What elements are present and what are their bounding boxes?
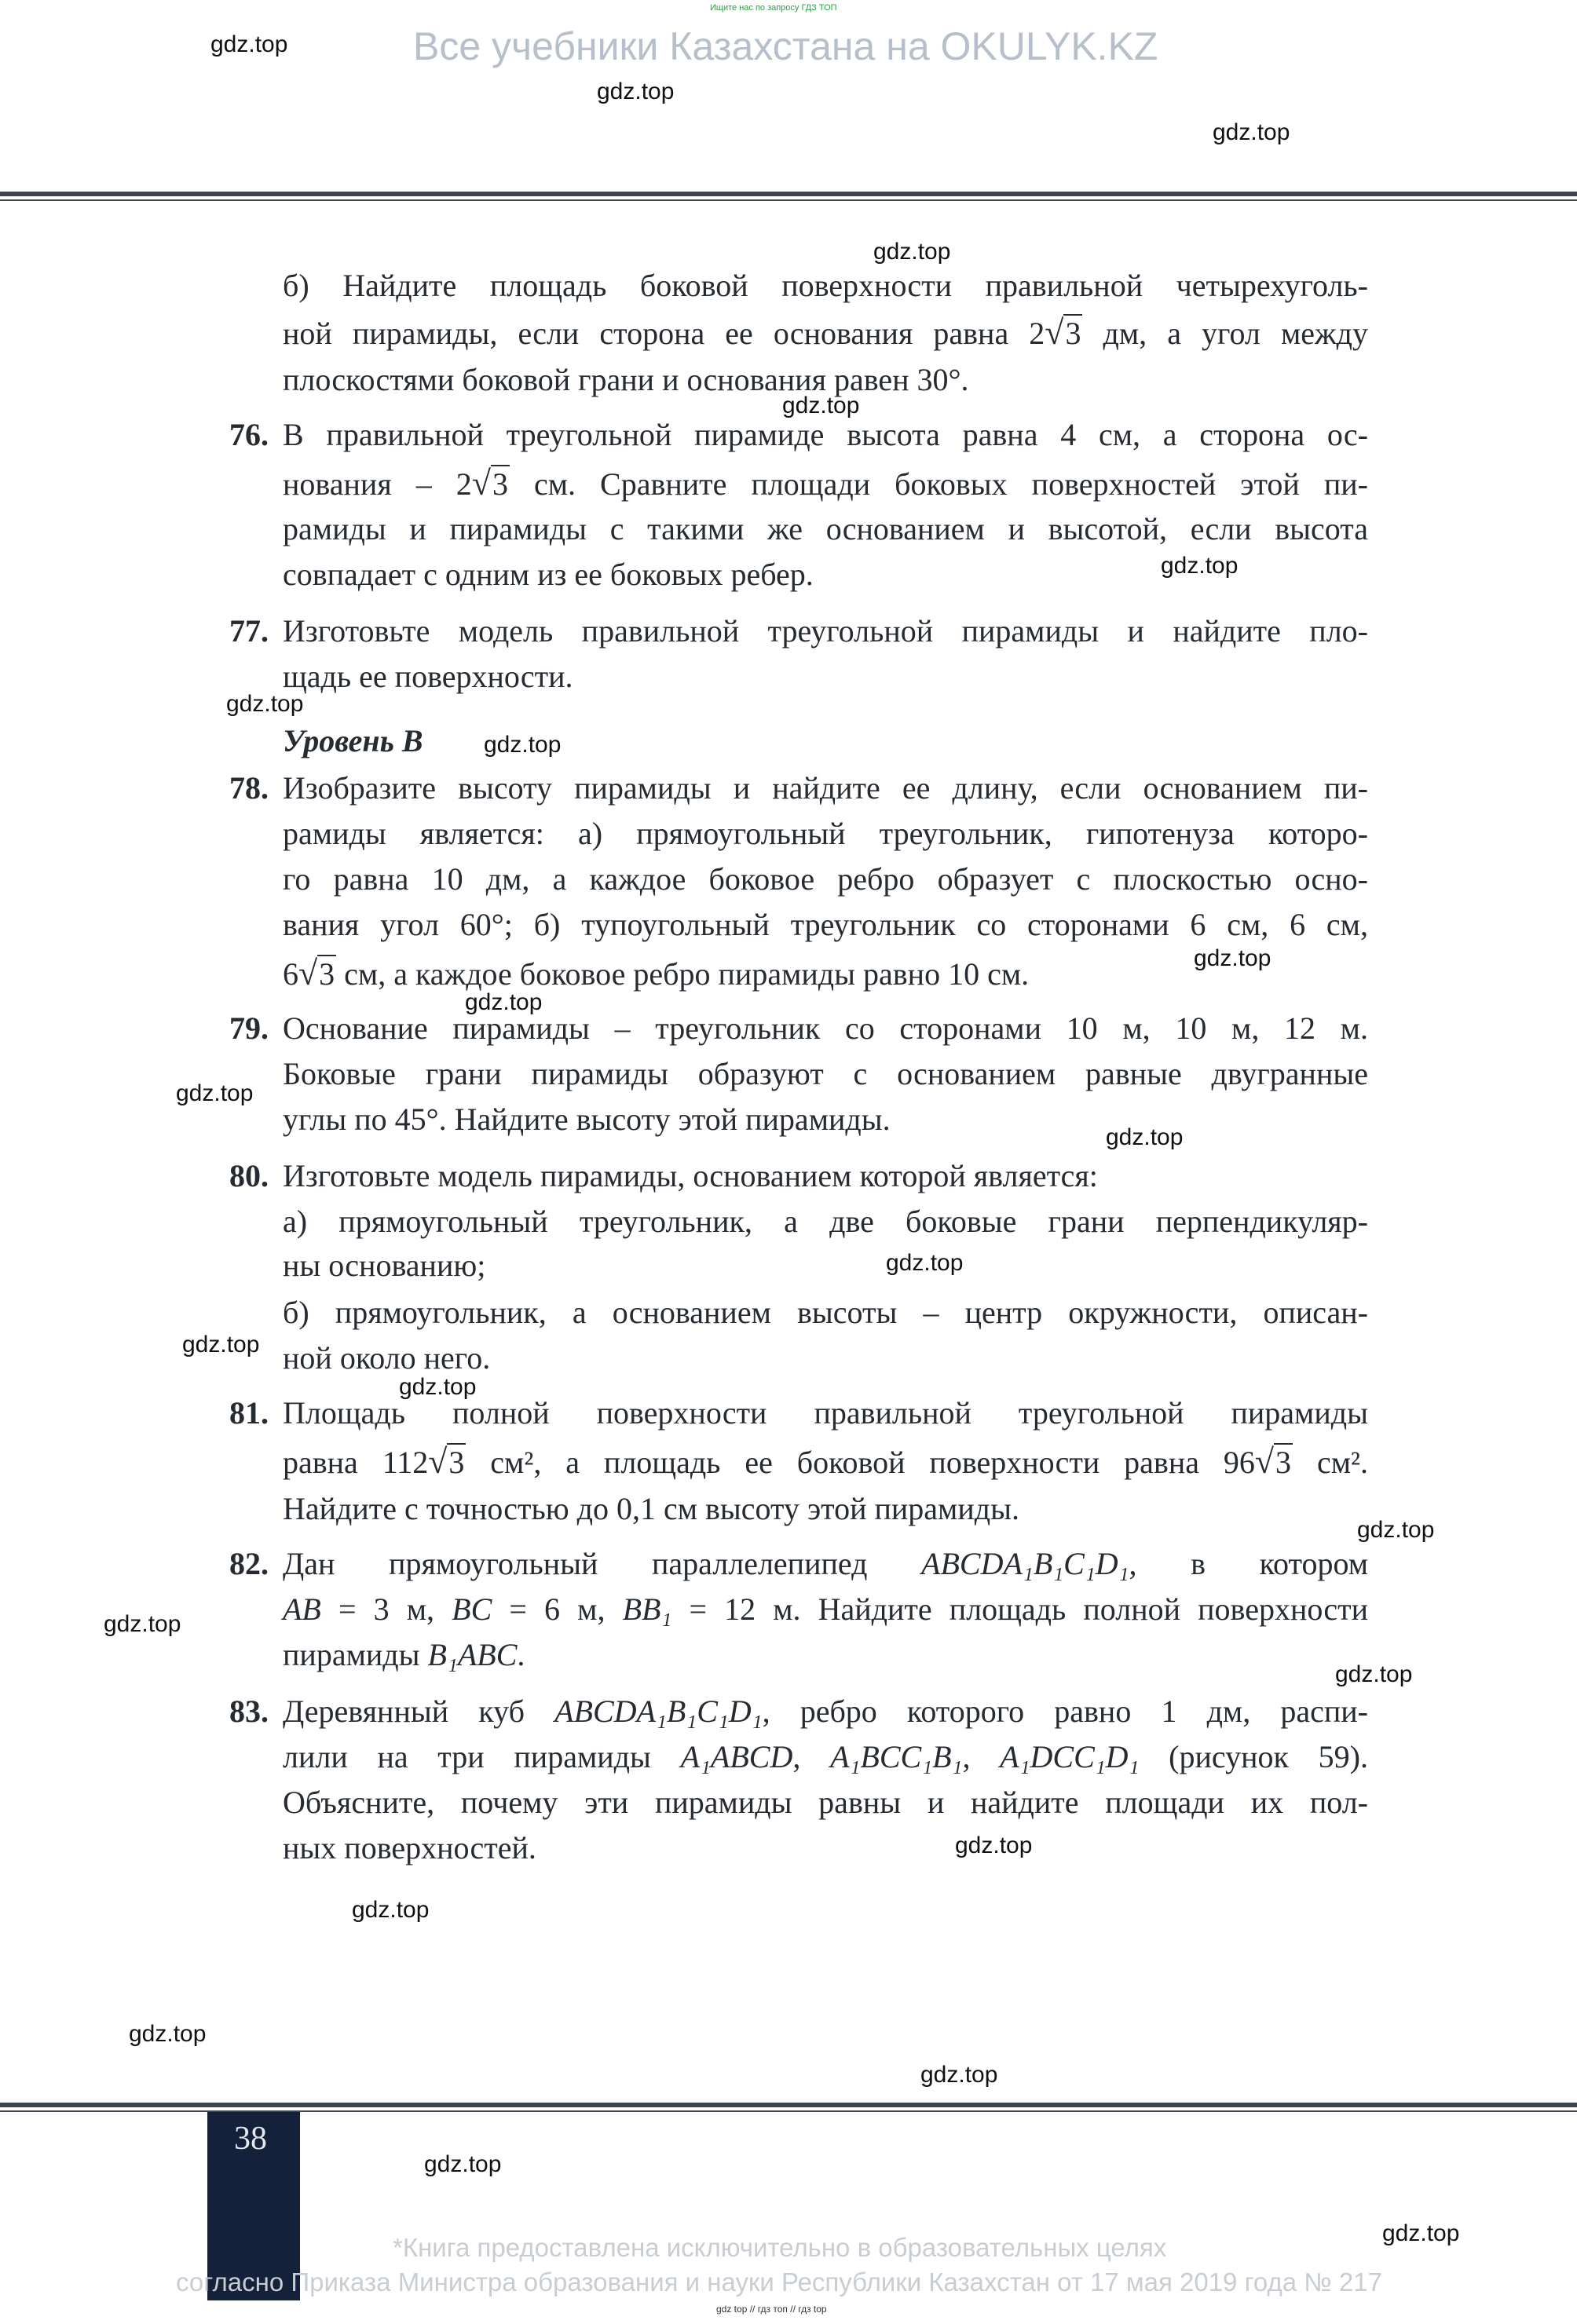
text-line: а) прямоугольный треугольник, а две боковые грани перпендикуляр- bbox=[283, 1204, 1368, 1239]
text-line: 6√3 см, а каждое боковое ребро пирамиды равно 10 см. bbox=[283, 954, 1030, 992]
text-line: AB = 3 м, BC = 6 м, BB₁ = 12 м. Найдите площадь полной поверхности bbox=[283, 1591, 1368, 1627]
sqrt-expression: √3 bbox=[1254, 1442, 1292, 1481]
sqrt-expression: √3 bbox=[428, 1442, 465, 1481]
text-line: рамиды и пирамиды с такими же основанием и высотой, если высота bbox=[283, 511, 1368, 546]
watermark: gdz.top bbox=[1213, 119, 1290, 145]
watermark: gdz.top bbox=[226, 691, 304, 717]
problem-83: 83. Деревянный куб ABCDA₁B₁C₁D₁, ребро которого равно 1 дм, распи- bbox=[283, 1690, 1368, 1734]
watermark: gdz.top bbox=[424, 2151, 502, 2177]
level-heading: Уровень B bbox=[283, 723, 423, 758]
page-number: 38 bbox=[234, 2121, 267, 2157]
watermark: gdz.top bbox=[1161, 553, 1239, 579]
watermark: gdz.top bbox=[1335, 1661, 1413, 1687]
text-line: щадь ее поверхности. bbox=[283, 659, 573, 694]
watermark: gdz.top bbox=[465, 989, 543, 1015]
watermark: gdz.top bbox=[352, 1897, 430, 1923]
watermark: gdz.top bbox=[920, 2062, 998, 2088]
problem-number: 78. bbox=[229, 770, 269, 806]
footer-disclaimer: *Книга предоставлена исключительно в образовательных целях bbox=[393, 2233, 1167, 2262]
text-line: б) Найдите площадь боковой поверхности правильной четырехуголь- bbox=[283, 268, 1368, 303]
text-line: Боковые грани пирамиды образуют с основанием равные двугранные bbox=[283, 1056, 1368, 1091]
watermark: gdz.top bbox=[873, 239, 951, 265]
problem-number: 76. bbox=[229, 417, 269, 452]
problem-77: 77. Изготовьте модель правильной треугольной пирамиды и найдите пло- bbox=[283, 609, 1368, 653]
problem-number: 82. bbox=[229, 1546, 269, 1581]
problem-82: 82. Дан прямоугольный параллелепипед ABCDA₁B₁C₁D₁, в котором bbox=[283, 1542, 1368, 1586]
text-line: ной около него. bbox=[283, 1340, 491, 1376]
bottom-links[interactable]: gdz top // гдз топ // гдз top bbox=[716, 2304, 827, 2315]
text-line: Объясните, почему эти пирамиды равны и найдите площади их пол- bbox=[283, 1785, 1368, 1820]
text-line: равна 112√3 см², а площадь ее боковой поверхности равна 96√3 см². bbox=[283, 1442, 1369, 1481]
watermark: gdz.top bbox=[1194, 945, 1271, 971]
site-banner[interactable]: Все учебники Казахстана на OKULYK.KZ bbox=[413, 24, 1158, 68]
text-line: ных поверхностей. bbox=[283, 1830, 536, 1865]
footer-rule bbox=[0, 2103, 1577, 2107]
text-line: рамиды является: а) прямоугольный треугольник, гипотенуза которо- bbox=[283, 816, 1368, 851]
watermark: gdz.top bbox=[1382, 2220, 1460, 2246]
watermark: gdz.top bbox=[1106, 1124, 1184, 1150]
watermark: gdz.top bbox=[129, 2021, 207, 2047]
problem-78: 78. Изобразите высоту пирамиды и найдите ее длину, если основанием пи- bbox=[283, 766, 1368, 810]
text-line: совпадает с одним из ее боковых ребер. bbox=[283, 557, 814, 592]
watermark: gdz.top bbox=[484, 732, 562, 758]
watermark: gdz.top bbox=[182, 1332, 260, 1357]
problem-81: 81. Площадь полной поверхности правильной треугольной пирамиды bbox=[283, 1391, 1368, 1435]
text-line: плоскостями боковой грани и основания равен 30°. bbox=[283, 362, 969, 397]
footer-decree: согласно Приказа Министра образования и науки Республики Казахстан от 17 мая 2019 года № 217 bbox=[176, 2267, 1382, 2297]
problem-number: 80. bbox=[229, 1158, 269, 1193]
watermark: gdz.top bbox=[782, 393, 860, 418]
text-line: нования – 2√3 см. Сравните площади боковых поверхностей этой пи- bbox=[283, 464, 1368, 502]
problem-80: 80. Изготовьте модель пирамиды, основанием которой является: bbox=[283, 1154, 1368, 1198]
text-line: пирамиды B₁ABC. bbox=[283, 1637, 525, 1672]
text-line: лили на три пирамиды A₁ABCD, A₁BCC₁B₁, A₁DCC₁D₁ (рисунок 59). bbox=[283, 1739, 1368, 1774]
sqrt-expression: √3 bbox=[471, 464, 508, 502]
problem-number: 83. bbox=[229, 1694, 269, 1729]
watermark: gdz.top bbox=[597, 79, 675, 104]
problem-79: 79. Основание пирамиды – треугольник со сторонами 10 м, 10 м, 12 м. bbox=[283, 1007, 1368, 1051]
text-line: вания угол 60°; б) тупоугольный треугольник со сторонами 6 см, 6 см, bbox=[283, 907, 1368, 942]
watermark: gdz.top bbox=[176, 1080, 254, 1106]
text-line: го равна 10 дм, а каждое боковое ребро образует с плоскостью осно- bbox=[283, 861, 1368, 897]
text-line: углы по 45°. Найдите высоту этой пирамиды. bbox=[283, 1102, 891, 1137]
watermark: gdz.top bbox=[210, 31, 288, 57]
watermark: gdz.top bbox=[955, 1833, 1033, 1858]
text-line: б) прямоугольник, а основанием высоты – центр окружности, описан- bbox=[283, 1295, 1368, 1330]
watermark: gdz.top bbox=[1357, 1517, 1435, 1543]
watermark: gdz.top bbox=[399, 1374, 477, 1400]
problem-number: 79. bbox=[229, 1010, 269, 1046]
problem-number: 81. bbox=[229, 1395, 269, 1431]
problem-76: 76. В правильной треугольной пирамиде высота равна 4 см, а сторона ос- bbox=[283, 413, 1368, 457]
text-line: ной пирамиды, если сторона ее основания равна 2√3 дм, а угол между bbox=[283, 313, 1368, 352]
watermark: gdz.top bbox=[104, 1611, 181, 1637]
watermark: gdz.top bbox=[886, 1250, 964, 1276]
search-hint: Ищите нас по запросу ГДЗ ТОП bbox=[710, 3, 837, 13]
text-line: ны основанию; bbox=[283, 1248, 486, 1283]
text-line: Найдите с точностью до 0,1 см высоту этой пирамиды. bbox=[283, 1491, 1019, 1526]
problem-number: 77. bbox=[229, 613, 269, 649]
sqrt-expression: √3 bbox=[1045, 313, 1081, 352]
sqrt-expression: √3 bbox=[298, 954, 335, 992]
